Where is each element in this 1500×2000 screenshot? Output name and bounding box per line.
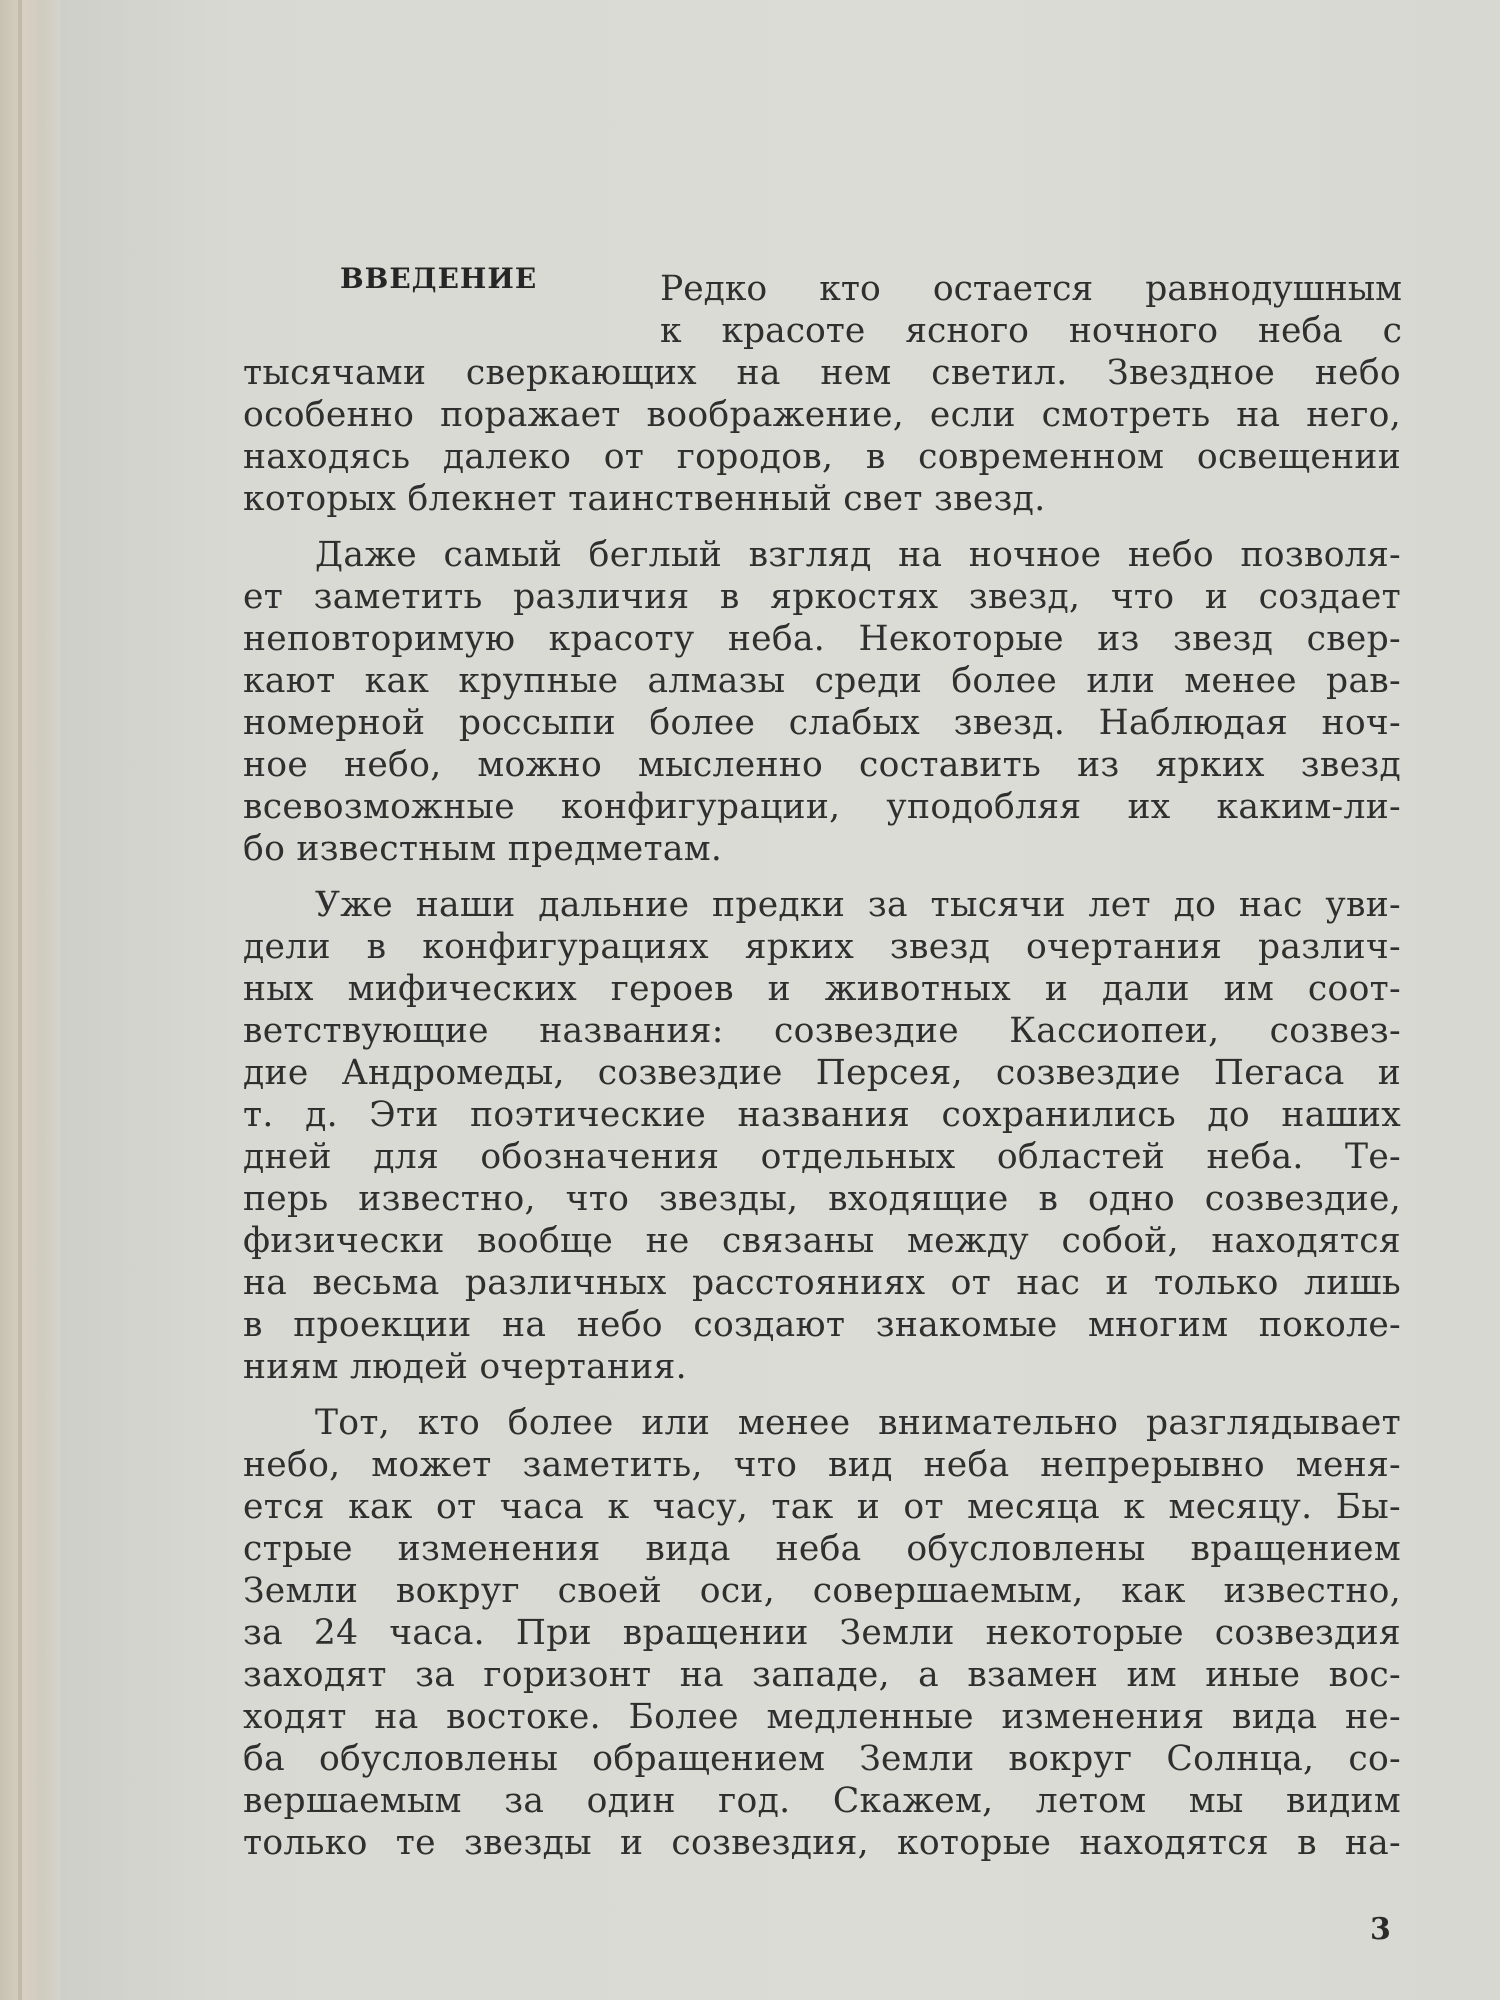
paragraph [243, 534, 1401, 870]
text-line: всевозможные конфигурации, уподобляя их каким-ли- [243, 787, 1401, 827]
paragraph [243, 884, 1401, 1388]
text-line: которых блекнет таинственный свет звезд. [243, 479, 1046, 519]
section-heading: ВВЕДЕНИЕ [340, 262, 538, 295]
text-line: Земли вокруг своей оси, совершаемым, как известно, [243, 1571, 1401, 1611]
text-line: в проекции на небо создают знакомые многим поколе- [243, 1305, 1401, 1345]
text-line: ется как от часа к часу, так и от месяца к месяцу. Бы- [243, 1487, 1401, 1527]
text-line: физически вообще не связаны между собой, находятся [243, 1221, 1401, 1261]
text-line: вершаемым за один год. Скажем, летом мы видим [243, 1781, 1401, 1821]
text-line: особенно поражает воображение, если смотреть на него, [243, 395, 1401, 435]
text-line: тысячами сверкающих на нем светил. Звездное небо [243, 353, 1401, 393]
text-line: небо, может заметить, что вид неба непрерывно меня- [243, 1445, 1401, 1485]
text-line: перь известно, что звезды, входящие в одно созвездие, [243, 1179, 1401, 1219]
page-number: 3 [1370, 1912, 1391, 1947]
body-text [243, 352, 1401, 1864]
text-line: ниям людей очертания. [243, 1347, 687, 1387]
binding-fold [0, 0, 60, 2000]
paragraph [243, 1402, 1401, 1864]
text-line: Даже самый беглый взгляд на ночное небо позволя- [315, 535, 1401, 575]
text-line: дие Андромеды, созвездие Персея, созвездие Пегаса и [243, 1053, 1401, 1093]
text-line: находясь далеко от городов, в современном освещении [243, 437, 1401, 477]
text-line: кают как крупные алмазы среди более или менее рав- [243, 661, 1401, 701]
text-line: ходят на востоке. Более медленные изменения вида не- [243, 1697, 1401, 1737]
text-line: на весьма различных расстояниях от нас и только лишь [243, 1263, 1401, 1303]
text-line: стрые изменения вида неба обусловлены вращением [243, 1529, 1401, 1569]
text-line: бо известным предметам. [243, 829, 723, 869]
text-line: номерной россыпи более слабых звезд. Наблюдая ноч- [243, 703, 1401, 743]
text-line: Тот, кто более или менее внимательно разглядывает [315, 1403, 1401, 1443]
text-line: ветствующие названия: созвездие Кассиопеи, созвез- [243, 1011, 1401, 1051]
text-line: неповторимую красоту неба. Некоторые из звезд свер- [243, 619, 1401, 659]
fold-shadow [18, 0, 22, 2000]
intro-first-lines [660, 268, 1402, 352]
book-page [60, 0, 1500, 2000]
text-line: ет заметить различия в яркостях звезд, что и создает [243, 577, 1401, 617]
intro-line: Редко кто остается равнодушным [660, 269, 1402, 309]
text-line: только те звезды и созвездия, которые находятся в на- [243, 1823, 1401, 1863]
text-line: ное небо, можно мысленно составить из ярких звезд [243, 745, 1401, 785]
text-line: т. д. Эти поэтические названия сохранились до наших [243, 1095, 1401, 1135]
text-line: Уже наши дальние предки за тысячи лет до нас уви- [315, 885, 1401, 925]
paragraph [243, 352, 1401, 520]
intro-line: к красоте ясного ночного неба с [660, 311, 1402, 351]
text-line: ба обусловлены обращением Земли вокруг Солнца, со- [243, 1739, 1401, 1779]
text-line: заходят за горизонт на западе, а взамен им иные вос- [243, 1655, 1401, 1695]
text-line: дней для обозначения отдельных областей неба. Те- [243, 1137, 1401, 1177]
text-line: дели в конфигурациях ярких звезд очертания различ- [243, 927, 1401, 967]
text-line: за 24 часа. При вращении Земли некоторые созвездия [243, 1613, 1401, 1653]
text-line: ных мифических героев и животных и дали им соот- [243, 969, 1401, 1009]
